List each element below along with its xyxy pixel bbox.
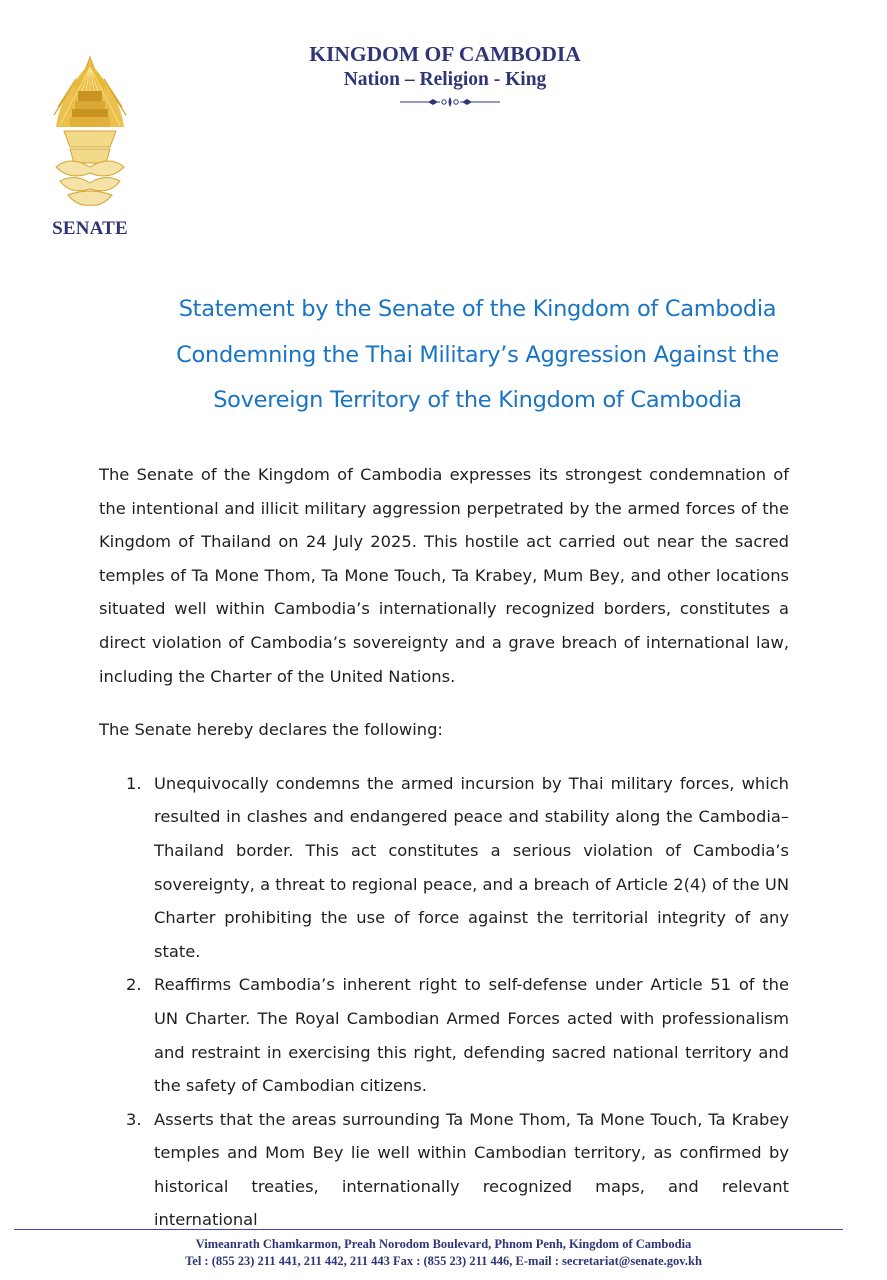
list-item-text: Asserts that the areas surrounding Ta Mone Thom, Ta Mone Touch, Ta Krabey temples and Mom Bey lie well within Cambodian territory, as confirmed by historical treaties, internationally recognized maps, and relevant international: [154, 1109, 789, 1230]
country-heading: KINGDOM OF CAMBODIA: [309, 42, 581, 66]
list-item-number: 2.: [126, 975, 142, 995]
decorative-divider-icon: [400, 96, 500, 108]
list-item-text: Unequivocally condemns the armed incursion by Thai military forces, which resulted in clashes and endangered peace and stability along the Cambodia–Thailand border. This act constitutes a serious violation of Cambodia’s sovereignty, a threat to regional peace, and a breach of Article 2(4) of the UN Charter prohibiting the use of force against the territorial integrity of any state.: [154, 773, 789, 961]
institution-label: SENATE: [52, 218, 128, 239]
list-item: [99, 968, 789, 1102]
intro-paragraph: The Senate of the Kingdom of Cambodia expresses its strongest condemnation of the intentional and illicit military aggression perpetrated by the armed forces of the Kingdom of Thailand on 24 July 2025. This hostile act carried out near the sacred temples of Ta Mone Thom, Ta Mone Touch, Ta Krabey, Mum Bey, and other locations situated well within Cambodia’s internationally recognized borders, constitutes a direct violation of Cambodia’s sovereignty and a grave breach of international law, including the Charter of the United Nations.: [99, 465, 789, 686]
footer-address: Vimeanrath Chamkarmon, Preah Norodom Boulevard, Phnom Penh, Kingdom of Cambodia: [195, 1237, 692, 1251]
list-item-number: 3.: [126, 1109, 142, 1129]
list-item-text: Reaffirms Cambodia’s inherent right to self-defense under Article 51 of the UN Charter. The Royal Cambodian Armed Forces acted with professionalism and restraint in exercising this right, defending sacred national territory and the safety of Cambodian citizens.: [154, 975, 789, 1096]
declaration-list: [99, 767, 789, 1237]
footer-contact: Tel : (855 23) 211 441, 211 442, 211 443 Fax : (855 23) 211 446, E-mail : secretariat@senate.gov.kh: [185, 1254, 702, 1268]
list-item-number: 1.: [126, 773, 142, 793]
declaration-intro: The Senate hereby declares the following:: [99, 720, 443, 740]
statement-body: [99, 458, 789, 1237]
footer: [0, 1236, 887, 1270]
royal-cambodia-emblem-icon: [50, 55, 130, 210]
national-motto: Nation – Religion - King: [343, 69, 547, 90]
list-item: [99, 1103, 789, 1237]
title-line-2: Condemning the Thai Military’s Aggression Against the: [176, 341, 779, 368]
footer-divider: [14, 1229, 843, 1230]
title-line-3: Sovereign Territory of the Kingdom of Cambodia: [213, 387, 742, 413]
list-item: [99, 767, 789, 969]
title-line-1: Statement by the Senate of the Kingdom of Cambodia: [178, 296, 777, 322]
statement-title: [100, 287, 855, 424]
